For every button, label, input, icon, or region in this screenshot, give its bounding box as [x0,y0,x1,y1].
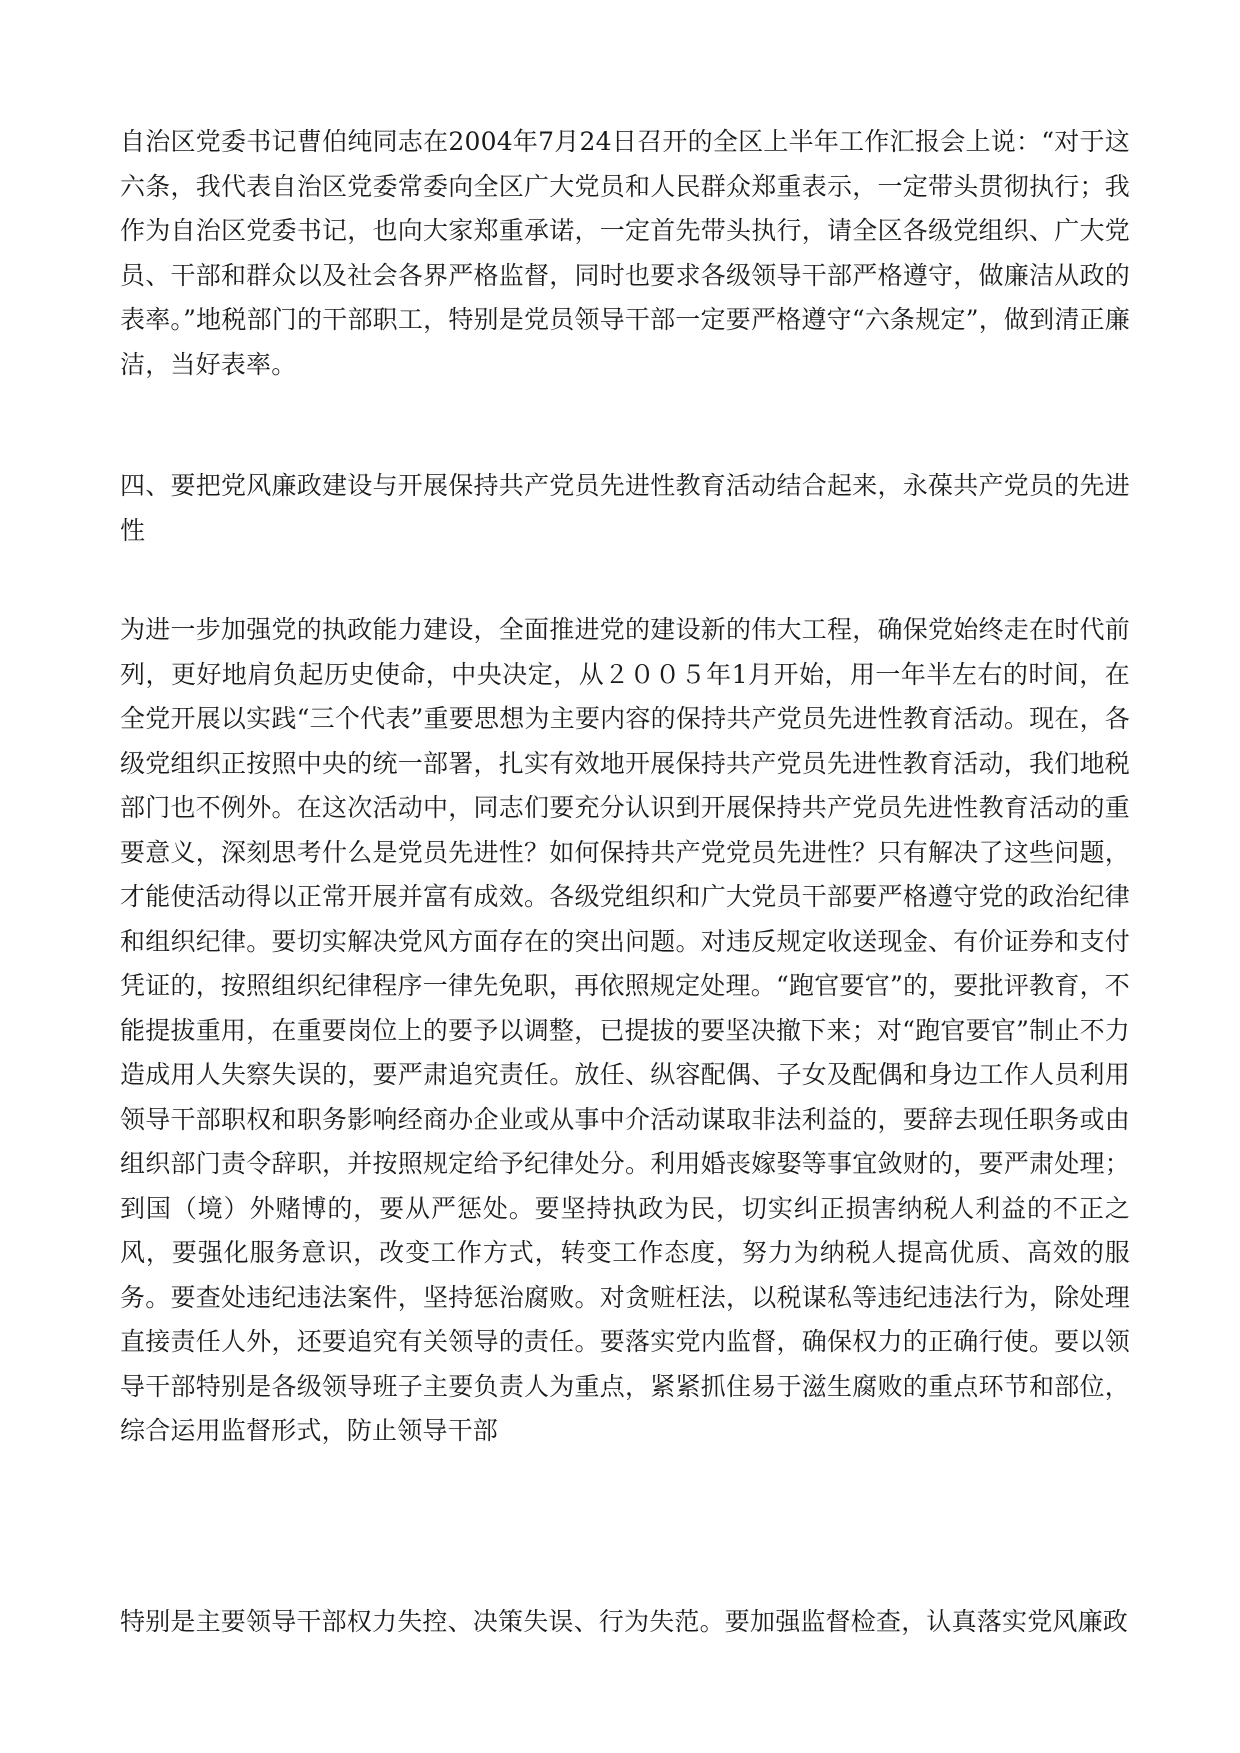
section-heading-4: 四、要把党风廉政建设与开展保持共产党员先进性教育活动结合起来，永葆共产党员的先进性 [120,471,1130,545]
body-paragraph-1: 自治区党委书记曹伯纯同志在2004年7月24日召开的全区上半年工作汇报会上说：“对于这六条，我代表自治区党委常委向全区广大党员和人民群众郑重表示，一定带头贯彻执行；我作为自治区党委书记，也向大家郑重承诺，一定首先带头执行，请全区各级党组织、广大党员、干部和群众以及社会各界严格监督，同时也要求各级领导干部严格遵守，做廉洁从政的表率。”地税部门的干部职工，特别是党员领导干部一定要严格遵守“六条规定”，做到清正廉洁，当好表率。 [120,127,1130,379]
body-paragraph-3: 特别是主要领导干部权力失控、决策失误、行为失范。要加强监督检查，认真落实党风廉政 [120,1607,1129,1636]
body-paragraph-2: 为进一步加强党的执政能力建设，全面推进党的建设新的伟大工程，确保党始终走在时代前列，更好地肩负起历史使命，中央决定，从２００５年1月开始，用一年半左右的时间，在全党开展以实践“三个代表”重要思想为主要内容的保持共产党员先进性教育活动。现在，各级党组织正按照中央的统一部署，扎实有效地开展保持共产党员先进性教育活动，我们地税部门也不例外。在这次活动中，同志们要充分认识到开展保持共产党员先进性教育活动的重要意义，深刻思考什么是党员先进性？如何保持共产党党员先进性？只有解决了这些问题，才能使活动得以正常开展并富有成效。各级党组织和广大党员干部要严格遵守党的政治纪律和组织纪律。要切实解决党风方面存在的突出问题。对违反规定收送现金、有价证券和支付凭证的，按照组织纪律程序一律先免职，再依照规定处理。“跑官要官”的，要批评教育，不能提拔重用，在重要岗位上的要予以调整，已提拔的要坚决撤下来；对“跑官要官”制止不力造成用人失察失误的，要严肃追究责任。放任、纵容配偶、子女及配偶和身边工作人员利用领导干部职权和职务影响经商办企业或从事中介活动谋取非法利益的，要辞去现任职务或由组织部门责令辞职，并按照规定给予纪律处分。利用婚丧嫁娶等事宜敛财的，要严肃处理；到国（境）外赌博的，要从严惩处。要坚持执政为民，切实纠正损害纳税人利益的不正之风，要强化服务意识，改变工作方式，转变工作态度，努力为纳税人提高优质、高效的服务。要查处违纪违法案件，坚持惩治腐败。对贪赃枉法，以税谋私等违纪违法行为，除处理直接责任人外，还要追究有关领导的责任。要落实党内监督，确保权力的正确行使。要以领导干部特别是各级领导班子主要负责人为重点，紧紧抓住易于滋生腐败的重点环节和部位，综合运用监督形式，防止领导干部 [120,615,1130,1445]
